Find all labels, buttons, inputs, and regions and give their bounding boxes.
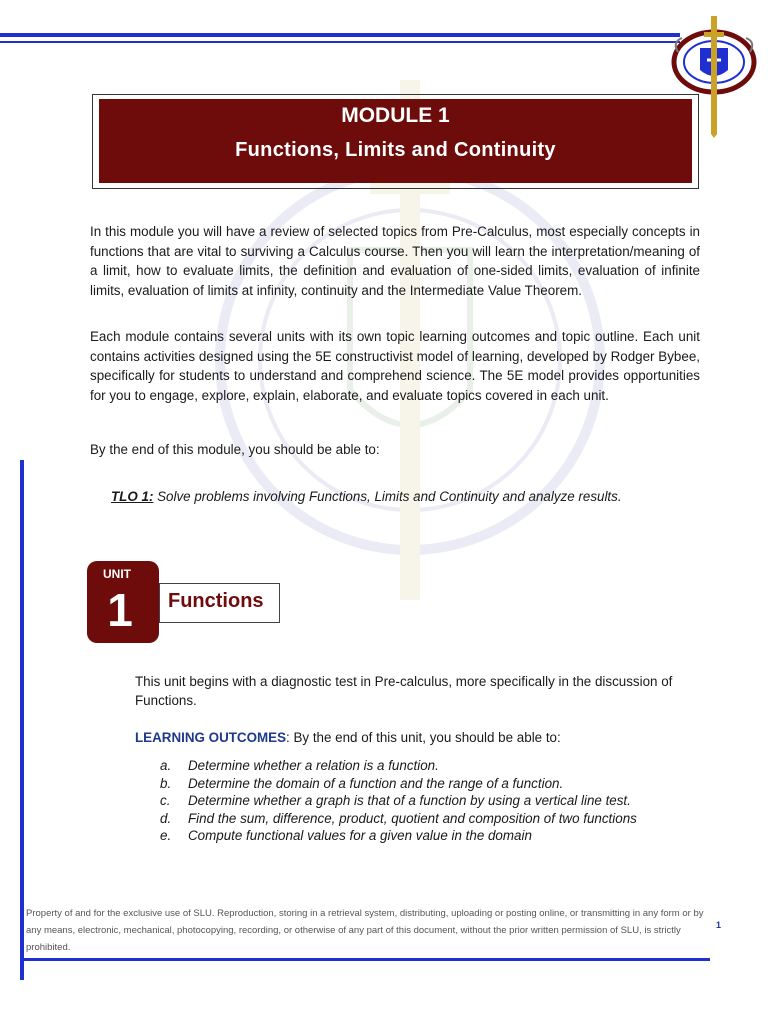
list-item-text: Determine whether a relation is a function. bbox=[188, 758, 439, 773]
list-item-letter: e. bbox=[160, 828, 172, 843]
learning-outcomes-heading: LEARNING OUTCOMES bbox=[135, 730, 287, 745]
list-item bbox=[160, 775, 680, 793]
module-label: MODULE 1 bbox=[341, 104, 450, 127]
outcomes-list bbox=[160, 757, 680, 845]
bottom-rule bbox=[20, 958, 710, 961]
list-item-letter: c. bbox=[160, 793, 171, 808]
list-item-text: Determine the domain of a function and the range of a function. bbox=[188, 775, 564, 791]
list-item bbox=[160, 810, 680, 828]
list-item-letter: a. bbox=[160, 758, 172, 773]
module-title: Functions, Limits and Continuity bbox=[235, 139, 556, 161]
list-item-text: Determine whether a graph is that of a function by using a vertical line test. bbox=[188, 793, 631, 808]
unit-word: UNIT bbox=[103, 567, 131, 581]
list-item-text: Compute functional values for a given value in the domain bbox=[188, 828, 532, 843]
list-item bbox=[160, 792, 680, 810]
top-rule-thin bbox=[0, 41, 680, 43]
topic-learning-outcome bbox=[111, 487, 671, 507]
tlo-text: Solve problems involving Functions, Limits and Continuity and analyze results. bbox=[153, 489, 622, 504]
learning-outcomes-text: : By the end of this unit, you should be able to: bbox=[286, 730, 561, 745]
list-item bbox=[160, 757, 680, 775]
copyright-notice: Property of and for the exclusive use of SLU. Reproduction, storing in a retrieval system, distributing, uploading or posting online, or transmitting in any form or by any means, electronic, mechanical, photocopying, recording, or otherwise of any part of this document, without the prior written permission of SLU, is strictly prohibited. bbox=[26, 908, 704, 953]
tlo-label: TLO 1: bbox=[111, 489, 154, 504]
list-item-letter: b. bbox=[160, 775, 172, 791]
unit-number: 1 bbox=[107, 584, 133, 636]
intro-paragraph-3: By the end of this module, you should be able to: bbox=[90, 442, 380, 457]
list-item bbox=[160, 827, 680, 845]
unit-intro: This unit begins with a diagnostic test in Pre-calculus, more specifically in the discussion of Functions. bbox=[135, 674, 673, 708]
page-number: 1 bbox=[716, 920, 722, 930]
top-rule bbox=[0, 33, 680, 37]
unit-title: Functions bbox=[168, 590, 264, 612]
intro-paragraph-1: In this module you will have a review of selected topics from Pre-Calculus, most especially concepts in functions that are vital to surviving a Calculus course. Then you will learn the interpretation/meaning of a limit, how to evaluate limits, the definition and evaluation of one-sided limits, evaluation of infinite limits, evaluation of limits at infinity, continuity and the Intermediate Value Theorem. bbox=[90, 224, 700, 298]
list-item-letter: d. bbox=[160, 810, 172, 826]
list-item-text: Find the sum, difference, product, quotient and composition of two functions bbox=[188, 810, 637, 826]
left-margin-rule bbox=[20, 460, 24, 980]
intro-paragraph-2: Each module contains several units with its own topic learning outcomes and topic outline. Each unit contains activities designed using the 5E constructivist model of learning, developed by Rodger Bybee, specifically for students to understand and comprehend science. The 5E model provides opportunities for you to engage, explore, explain, elaborate, and evaluate topics covered in each unit. bbox=[90, 329, 700, 403]
learning-outcomes-intro bbox=[135, 728, 695, 747]
